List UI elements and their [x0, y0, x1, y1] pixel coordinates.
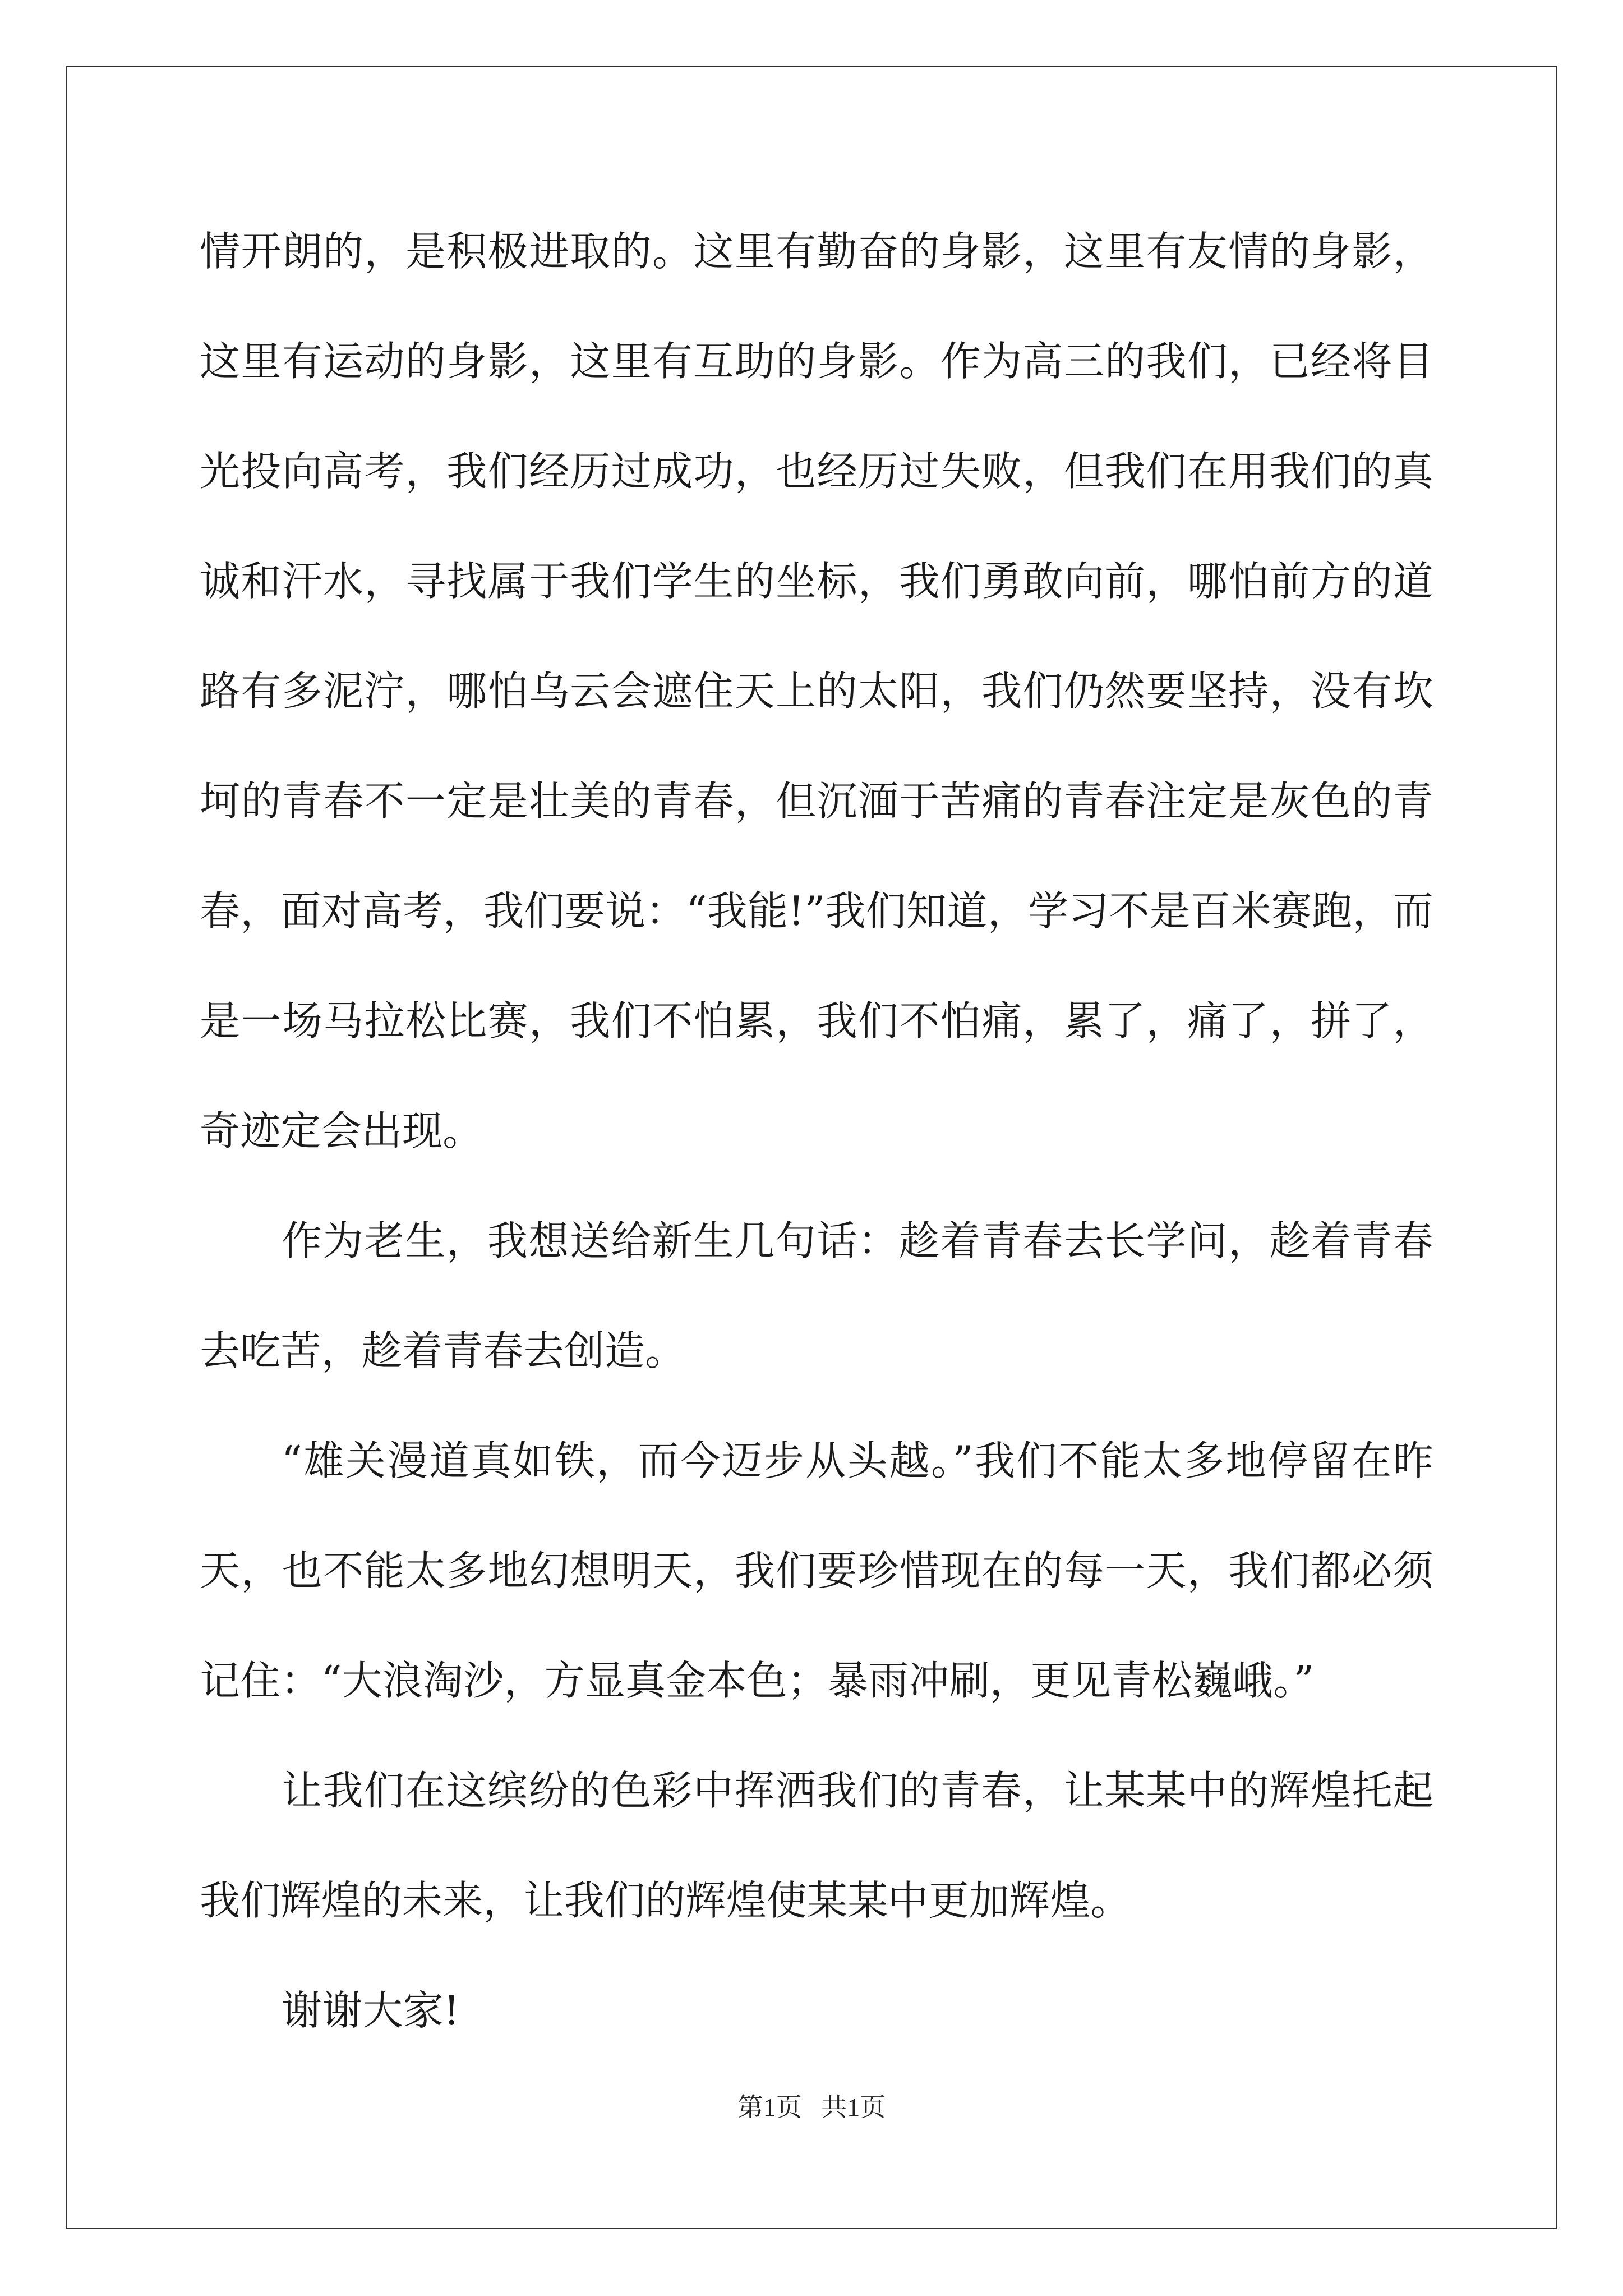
page-number-footer: 第1页 共1页	[737, 2093, 886, 2122]
document-body	[200, 196, 1433, 2065]
paragraph-3: “雄关漫道真如铁，而今迈步从头越。”我们不能太多地停留在昨天，也不能太多地幻想明天，我们要珍惜现在的每一天，我们都必须记住：“大浪淘沙，方显真金本色；暴雨冲刷，更见青松巍峨。”	[200, 1437, 1433, 1704]
paragraph-5: 谢谢大家!	[282, 1987, 460, 2034]
paragraph-2: 作为老生，我想送给新生几句话：趁着青春去长学问，趁着青春去吃苦，趁着青春去创造。	[200, 1217, 1433, 1374]
paragraph-4: 让我们在这缤纷的色彩中挥洒我们的青春，让某某中的辉煌托起我们辉煌的未来，让我们的辉煌使某某中更加辉煌。	[200, 1767, 1433, 1924]
paragraph-1: 情开朗的，是积极进取的。这里有勤奋的身影，这里有友情的身影，这里有运动的身影，这里有互助的身影。作为高三的我们，已经将目光投向高考，我们经历过成功，也经历过失败，但我们在用我们的真诚和汗水，寻找属于我们学生的坐标，我们勇敢向前，哪怕前方的道路有多泥泞，哪怕乌云会遮住天上的太阳，我们仍然要坚持，没有坎坷的青春不一定是壮美的青春，但沉湎于苦痛的青春注定是灰色的青春，面对高考，我们要说：“我能!”我们知道，学习不是百米赛跑，而是一场马拉松比赛，我们不怕累，我们不怕痛，累了，痛了，拼了，奇迹定会出现。	[200, 228, 1433, 1154]
